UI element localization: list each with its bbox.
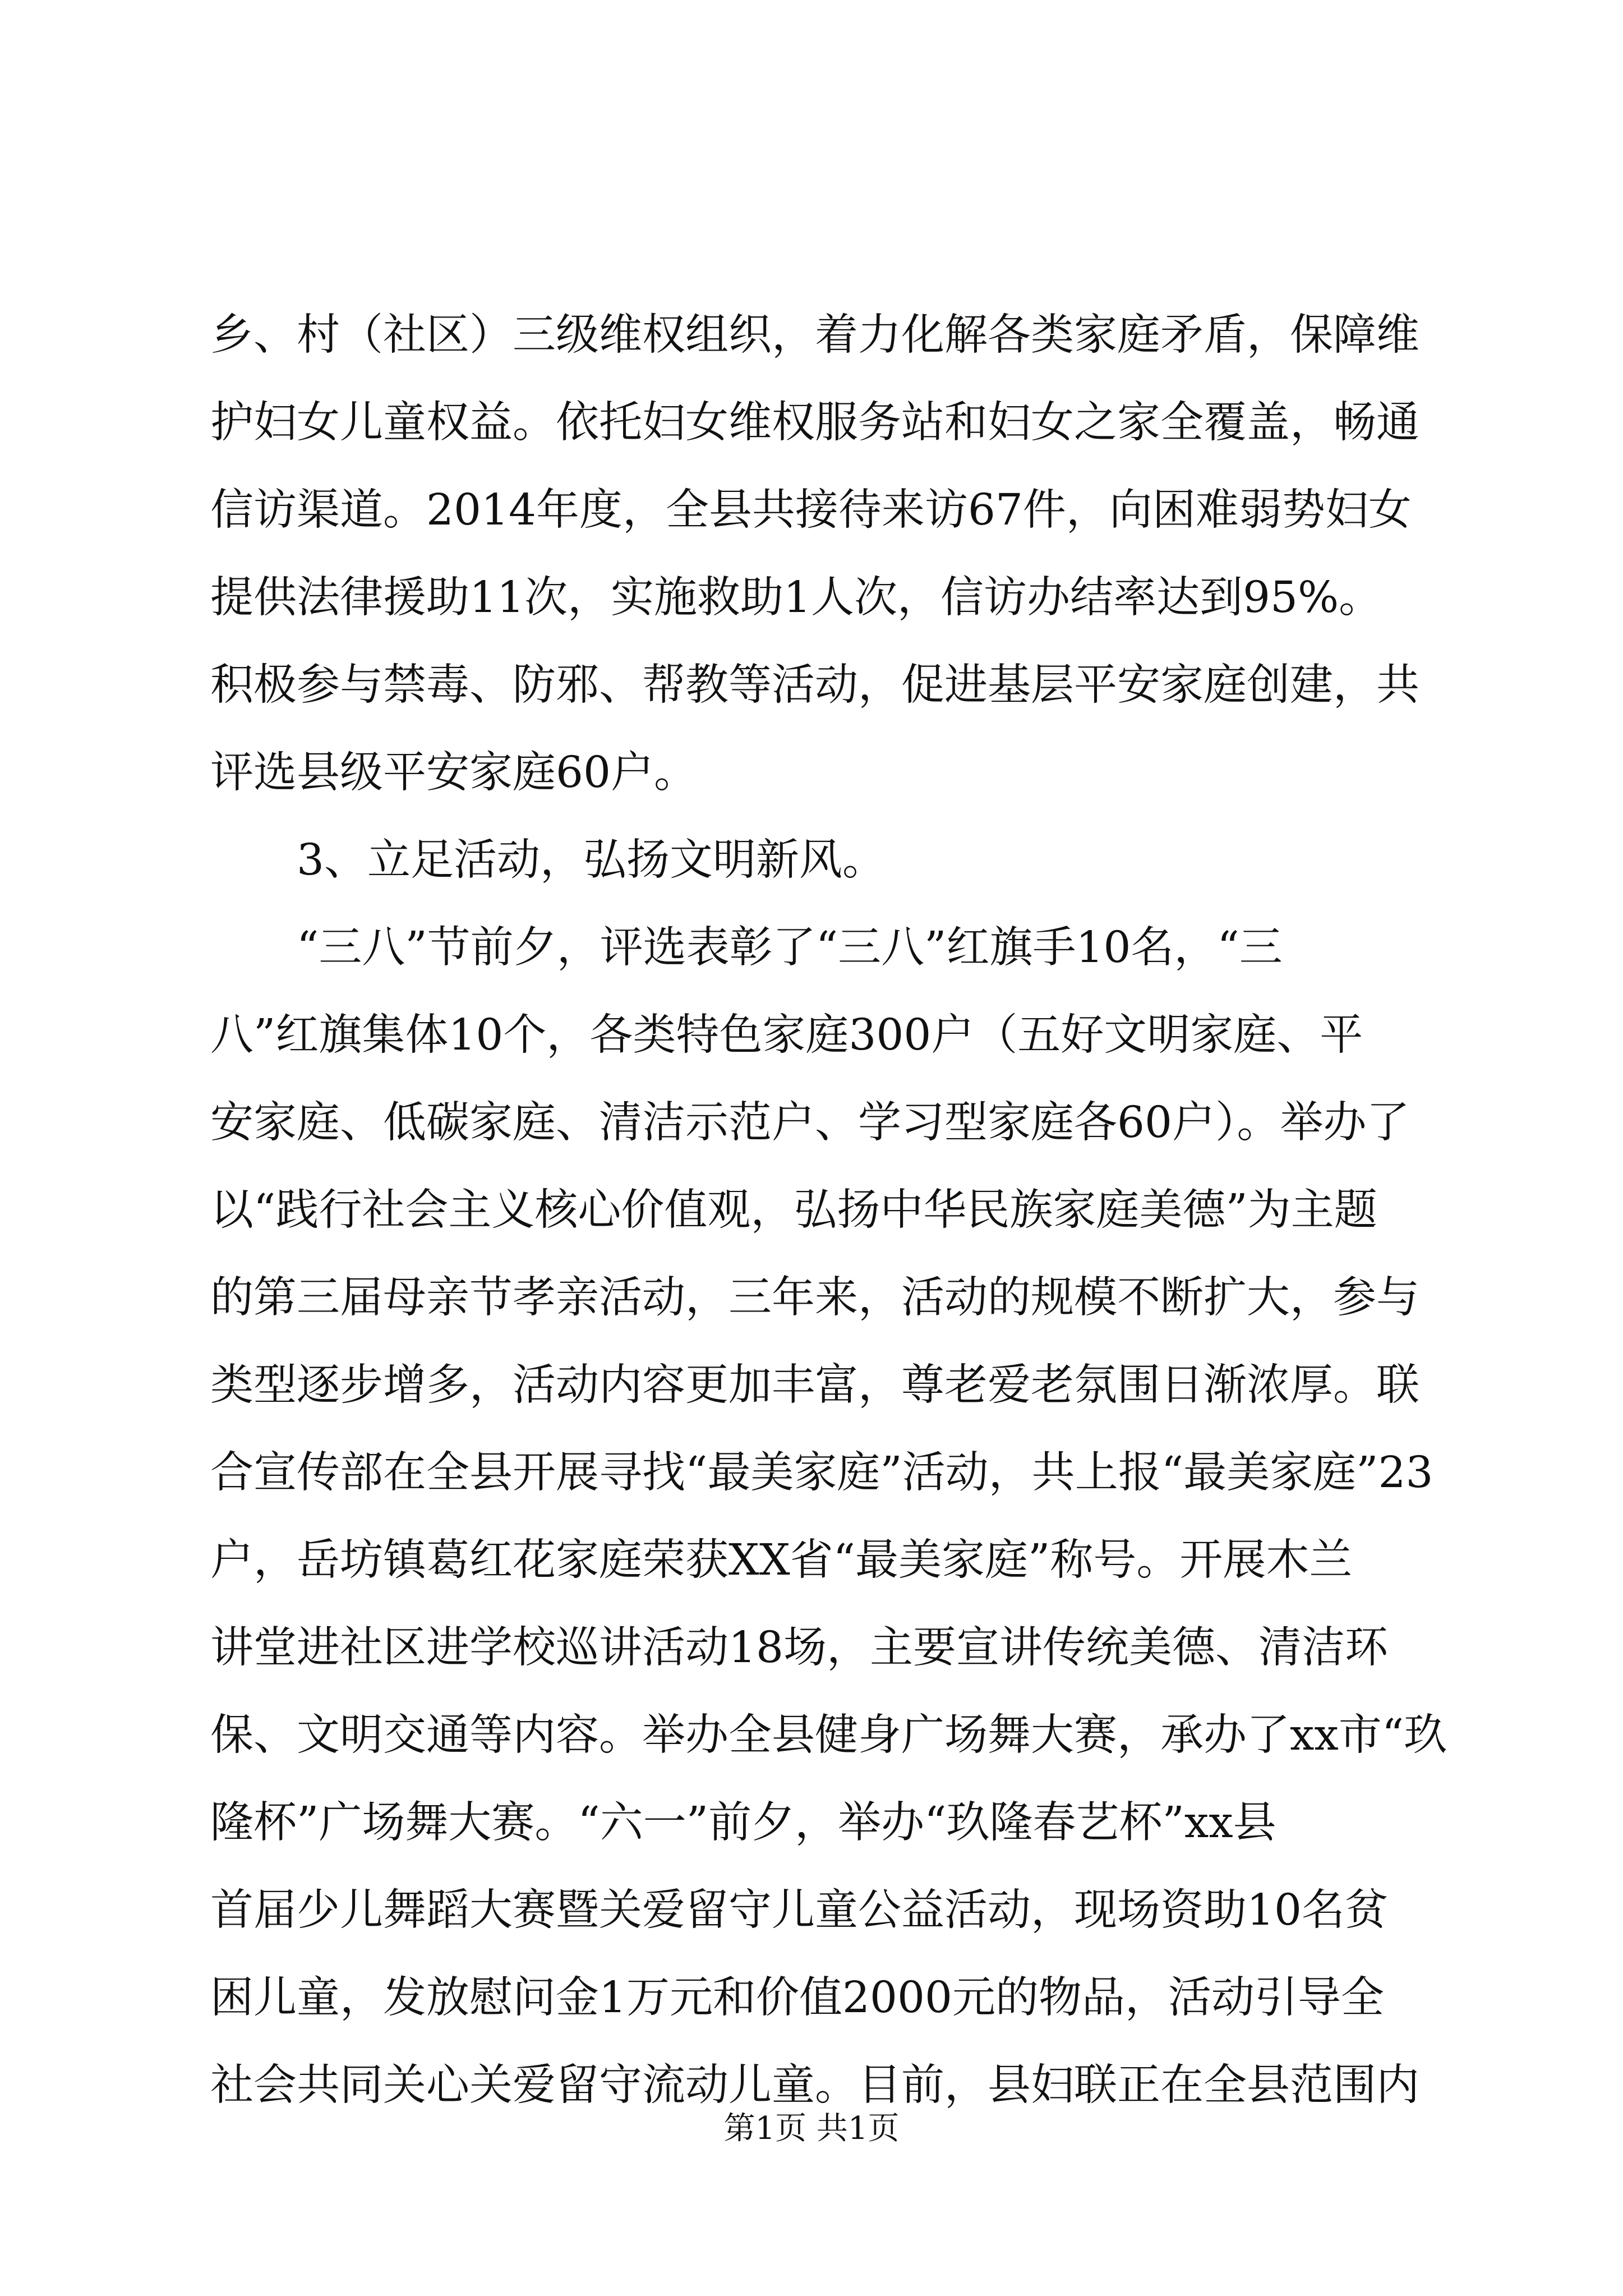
text-line: 提供法律援助11次，实施救助1人次，信访办结率达到95%。 <box>210 573 1382 623</box>
text-line: 户，岳坊镇葛红花家庭荣获XX省“最美家庭”称号。开展木兰 <box>210 1535 1353 1585</box>
text-line: 困儿童，发放慰问金1万元和价值2000元的物品，活动引导全 <box>210 1973 1384 2023</box>
document-body <box>210 292 1447 2129</box>
text-line: 乡、村（社区）三级维权组织，着力化解各类家庭矛盾，保障维 <box>210 310 1419 360</box>
text-line: 护妇女儿童权益。依托妇女维权服务站和妇女之家全覆盖，畅通 <box>210 398 1419 448</box>
text-line: 信访渠道。2014年度，全县共接待来访67件，向困难弱势妇女 <box>210 485 1412 535</box>
page-footer: 第1页 共1页 <box>723 2110 900 2147</box>
text-line: “三八”节前夕，评选表彰了“三八”红旗手10名，“三 <box>297 923 1283 973</box>
text-line: 八”红旗集体10个，各类特色家庭300户（五好文明家庭、平 <box>210 1010 1363 1060</box>
text-line: 安家庭、低碳家庭、清洁示范户、学习型家庭各60户）。举办了 <box>210 1098 1410 1148</box>
text-line: 保、文明交通等内容。举办全县健身广场舞大赛，承办了xx市“玖 <box>210 1710 1447 1760</box>
text-line: 以“践行社会主义核心价值观，弘扬中华民族家庭美德”为主题 <box>210 1185 1377 1235</box>
text-line: 评选县级平安家庭60户。 <box>210 748 697 798</box>
text-line: 类型逐步增多，活动内容更加丰富，尊老爱老氛围日渐浓厚。联 <box>210 1360 1419 1410</box>
text-line: 的第三届母亲节孝亲活动，三年来，活动的规模不断扩大，参与 <box>210 1273 1419 1323</box>
text-line: 讲堂进社区进学校巡讲活动18场，主要宣讲传统美德、清洁环 <box>210 1623 1388 1673</box>
section-heading: 3、立足活动，弘扬文明新风。 <box>297 835 886 885</box>
text-line: 首届少儿舞蹈大赛暨关爱留守儿童公益活动，现场资助10名贫 <box>210 1885 1388 1935</box>
text-line: 隆杯”广场舞大赛。“六一”前夕，举办“玖隆春艺杯”xx县 <box>210 1798 1276 1848</box>
text-line: 积极参与禁毒、防邪、帮教等活动，促进基层平安家庭创建，共 <box>210 660 1419 710</box>
text-line: 合宣传部在全县开展寻找“最美家庭”活动，共上报“最美家庭”23 <box>210 1448 1433 1498</box>
text-line: 社会共同关心关爱留守流动儿童。目前，县妇联正在全县范围内 <box>210 2060 1419 2110</box>
